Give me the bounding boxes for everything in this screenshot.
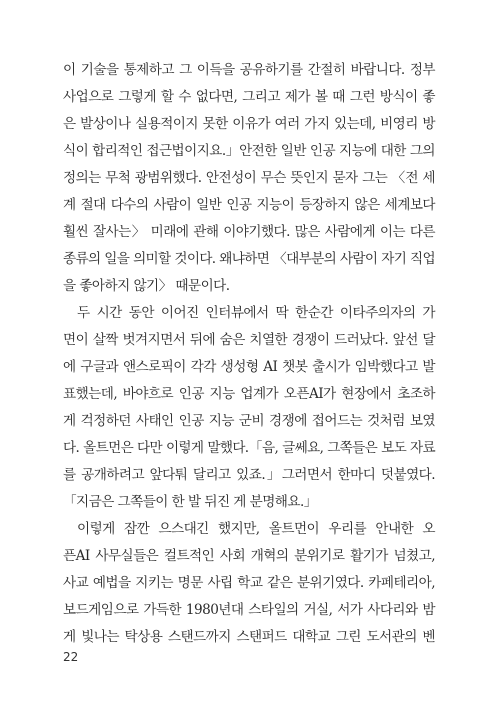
text-line: 다. 올트먼은 다만 이렇게 말했다.「음, 글쎄요, 그쪽들은 보도 자료 <box>63 440 435 456</box>
text-line: 은 발상이나 실용적이지 못한 이유가 여러 가지 있는데, 비영리 방 <box>63 116 435 132</box>
paragraph <box>63 57 435 300</box>
text-line: 두 시간 동안 이어진 인터뷰에서 딱 한순간 이타주의자의 가 <box>77 305 435 321</box>
text-line: 사업으로 그렇게 할 수 없다면, 그리고 제가 볼 때 그런 방식이 좋 <box>63 89 435 105</box>
text-line: 사교 예법을 지키는 명문 사립 학교 같은 분위기였다. 카페테리아, <box>63 575 435 591</box>
text-line: 게 빛나는 탁상용 스탠드까지 스탠퍼드 대학교 그린 도서관의 벤 <box>63 629 435 645</box>
page-number: 22 <box>63 650 79 664</box>
paragraph <box>63 300 435 516</box>
text-line: 식이 합리적인 접근법이지요.」안전한 일반 인공 지능에 대한 그의 <box>63 143 435 159</box>
text-line: 면이 살짝 벗겨지면서 뒤에 숨은 치열한 경쟁이 드러났다. 앞선 달 <box>63 332 435 348</box>
text-line: 이 기술을 통제하고 그 이득을 공유하기를 간절히 바랍니다. 정부 <box>63 62 435 78</box>
paragraph <box>63 516 435 651</box>
text-line: 게 걱정하던 사태인 인공 지능 군비 경쟁에 접어드는 것처럼 보였 <box>63 413 435 429</box>
text-line: 종류의 일을 의미할 것이다. 왜냐하면 〈대부분의 사람이 자기 직업 <box>63 251 435 267</box>
text-line: 를 공개하려고 앞다퉈 달리고 있죠.」그러면서 한마디 덧붙였다. <box>63 467 435 483</box>
text-line: 을 좋아하지 않기〉 때문이다. <box>63 278 230 294</box>
body-text <box>63 57 435 651</box>
text-line: 훨씬 잘사는〉 미래에 관해 이야기했다. 많은 사람에게 이는 다른 <box>63 224 435 240</box>
text-line: 보드게임으로 가득한 1980년대 스타일의 거실, 서가 사다리와 밤 <box>63 602 435 618</box>
text-line: 에 구글과 앤스로픽이 각각 생성형 AI 챗봇 출시가 임박했다고 발 <box>63 359 435 375</box>
text-line: 픈AI 사무실들은 컬트적인 사회 개혁의 분위기로 활기가 넘쳤고, <box>63 548 435 564</box>
text-line: 정의는 무척 광범위했다. 안전성이 무슨 뜻인지 묻자 그는 〈전 세 <box>63 170 435 186</box>
text-line: 이렇게 잠깐 으스대긴 했지만, 올트먼이 우리를 안내한 오 <box>77 521 435 537</box>
text-line: 계 절대 다수의 사람이 일반 인공 지능이 등장하지 않은 세계보다 <box>63 197 435 213</box>
text-line: 표했는데, 바야흐로 인공 지능 업계가 오픈AI가 현장에서 초조하 <box>63 386 435 402</box>
text-line: 「지금은 그쪽들이 한 발 뒤진 게 분명해요.」 <box>63 494 317 510</box>
